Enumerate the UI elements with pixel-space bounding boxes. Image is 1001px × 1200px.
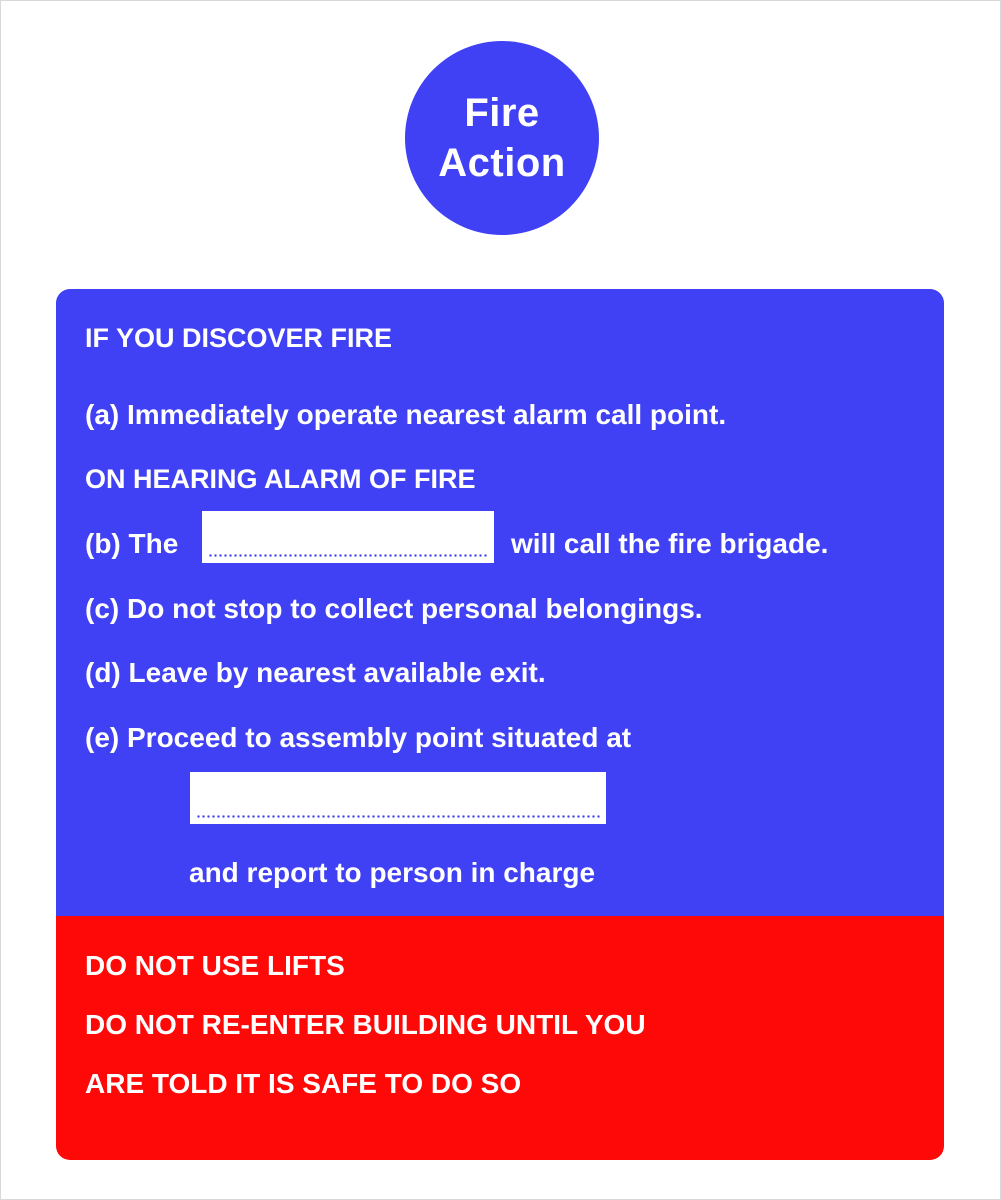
- warnings-section: [56, 916, 944, 1160]
- assembly-point-field[interactable]: [190, 772, 606, 824]
- hearing-heading: ON HEARING ALARM OF FIRE: [85, 464, 476, 494]
- step-b-suffix: will call the fire brigade.: [511, 528, 829, 559]
- warning-no-lifts: DO NOT USE LIFTS: [85, 950, 345, 981]
- dotted-line: [208, 554, 488, 557]
- fire-action-badge: [405, 41, 599, 235]
- badge-title-line1: Fire: [464, 91, 540, 135]
- warning-safe: ARE TOLD IT IS SAFE TO DO SO: [85, 1068, 522, 1099]
- step-d: (d) Leave by nearest available exit.: [85, 657, 546, 688]
- warning-no-reenter: DO NOT RE-ENTER BUILDING UNTIL YOU: [85, 1009, 646, 1040]
- step-c: (c) Do not stop to collect personal belongings.: [85, 593, 703, 624]
- step-e: (e) Proceed to assembly point situated at: [85, 722, 632, 753]
- responsible-person-field[interactable]: [202, 511, 494, 563]
- step-a: (a) Immediately operate nearest alarm call point.: [85, 399, 727, 430]
- instructions-section: [56, 289, 944, 916]
- dotted-line: [196, 815, 600, 818]
- step-e-tail: and report to person in charge: [189, 857, 596, 888]
- badge-title-line2: Action: [438, 141, 566, 185]
- step-b-prefix: (b) The: [85, 528, 179, 559]
- instructions-panel: [56, 289, 944, 1160]
- discover-heading: IF YOU DISCOVER FIRE: [85, 323, 393, 353]
